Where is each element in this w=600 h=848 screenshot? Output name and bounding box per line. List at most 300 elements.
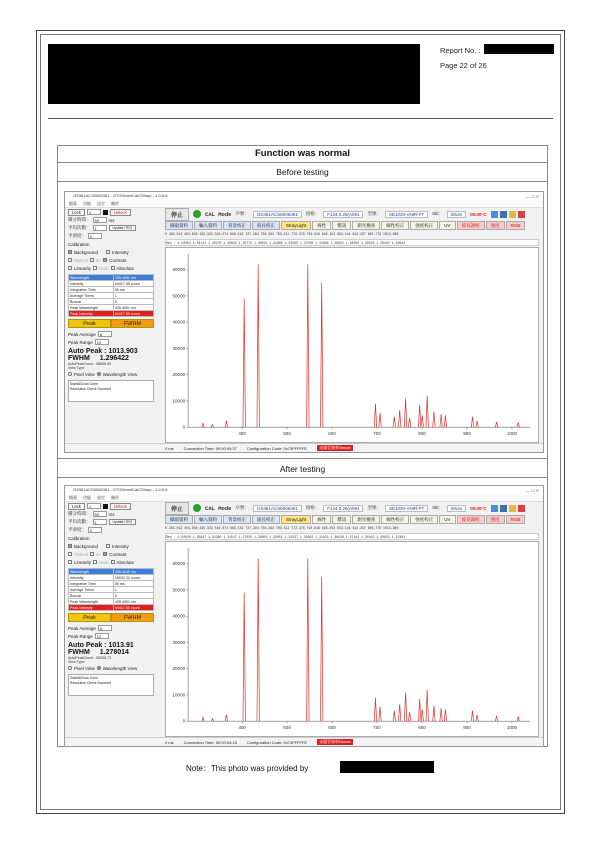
menu-settings[interactable]: 設定 [97,200,105,206]
status-led-icon [193,210,201,218]
tab-input[interactable]: 輸入資料 [194,221,222,230]
spectrum-peak [393,711,395,722]
table-value: 50 ms [113,581,153,587]
menu-settings[interactable]: 設定 [97,494,105,500]
linearity-check-label: Linearity [74,265,92,271]
tab-straylight[interactable]: StrayLight [281,221,311,230]
table-value: 435.4951 nm [113,275,153,281]
stop-button[interactable]: 停止 [165,502,189,515]
slit-field[interactable]: 50um [447,211,466,218]
peak-average-label: Peak Average [68,331,96,337]
fwhm-readout [68,649,160,656]
sn-label: 序號： [235,505,249,510]
spec-label: 規格： [305,505,320,510]
redacted-report-no [484,44,554,54]
status-led-icon [193,504,201,512]
lock-value[interactable]: 1 [87,503,101,509]
intensity-check-label: Intensity [112,249,129,255]
average-input[interactable]: 1 [93,225,107,231]
window-controls[interactable]: — ☐ ✕ [525,488,539,493]
tab-rgb[interactable]: RGB [506,515,526,524]
spectrum-peak [418,699,420,721]
tab-background[interactable]: 背景校正 [223,221,251,230]
spectrum-peak [243,299,245,428]
table-value: 1 [113,587,153,593]
temperature-readout: 00.00°C [470,211,487,217]
table-label: Intensity [69,281,114,287]
integration-unit: ms [108,511,115,517]
header-divider [48,118,553,119]
pixel-view-label: Pixel View [74,665,95,671]
spectrum-plot [165,541,539,737]
peak-range-input[interactable]: 12 [95,339,109,345]
spectrum-peak [393,417,395,428]
x-tick-label: 400 [238,431,246,437]
spectrum-peak [320,577,322,721]
cal-mode-label: CAL Mode [205,210,232,218]
model-label: 型號： [367,505,381,510]
lock-button[interactable]: Lock [68,503,85,510]
spectrum-peak [408,418,410,427]
auto-peak-count: AutoPeakCount : 58698.95 [68,362,112,366]
stop-button[interactable]: 停止 [165,208,189,221]
irr-check-label: Irr. [96,257,102,263]
wavelength-view-radio[interactable] [97,372,101,376]
before-testing-label: Before testing [57,163,548,182]
sn-label: 序號： [235,211,249,216]
spectrum-peak [426,396,428,428]
smooth-input[interactable]: 0 [88,233,102,239]
fwhm-label: FWHM [68,649,90,656]
status-bar [65,737,543,746]
link-icon[interactable] [491,505,498,512]
dark-check-label: Dark [99,265,109,271]
spectrum-peak [257,558,259,721]
y-tick-label: 10000 [172,692,186,698]
spectrum-peak [433,705,435,721]
background-check-label: Background [74,543,99,549]
peak-average-label: Peak Average [68,625,96,631]
spectrum-peak [421,709,423,721]
intensity-checkbox[interactable] [106,250,110,254]
table-label: Wavelength [69,569,114,575]
table-label: Intensity [69,575,114,581]
spectrum-peak [211,719,213,722]
average-input[interactable]: 1 [93,519,107,525]
table-value: 0 [113,299,153,305]
fwhm-value: 1.278014 [99,649,129,656]
spec-field[interactable]: F134.0.25(A091 [323,505,363,512]
link-icon[interactable] [491,211,498,218]
photo-note: Note：This photo was provided by [186,764,309,773]
irr-check-label: Irr. [96,551,102,557]
spectrum-chart [166,248,538,442]
integration-unit: ms [108,217,115,223]
x-tick-label: 600 [328,725,336,731]
tab-intensity-cal[interactable]: 強度校正 [410,221,438,230]
color-swatch [103,504,108,509]
y-tick-label: 50000 [172,293,186,299]
spectrum-chart [166,542,538,736]
y-tick-label: 60000 [172,561,186,567]
fwhm-readout [68,355,160,362]
tab-intensity[interactable]: 強度 [486,515,505,524]
y-tick-label: 20000 [172,372,186,378]
smooth-input[interactable]: 0 [88,527,102,533]
x-tick-label: 1000 [506,725,517,731]
auto-peak-label: Auto Peak : [68,642,107,649]
menu-function[interactable]: 功能 [83,200,91,206]
fwhm-button[interactable]: FWHM [111,613,154,622]
y-tick-label: 0 [182,718,186,724]
calibration-label: Calibration [68,535,90,541]
log-line: Resolution Check Succeed [70,681,111,685]
lock-button[interactable]: Lock [68,209,85,216]
folder-icon[interactable] [509,505,516,512]
tab-wavelength-cal[interactable]: 波長校正 [252,515,280,524]
spectrum-peak [225,421,227,428]
resolution-row: Res : 1.50030 1.35987 1.32380 1.31547 1.27020 1.30905 1.32051 1.32537 1.29382 1.31833 1.30428 1.27191 1.30463 1.28852 1.27801 [165,533,539,540]
spectrum-peak [320,283,322,427]
smooth-label: 平滑度： [68,233,86,238]
fwhm-button[interactable]: FWHM [111,319,154,328]
auto-peak-value: 1013.903 [108,348,138,355]
after-testing-label: After testing [57,458,548,478]
dark-checkbox[interactable] [93,266,97,270]
update-iteg-button[interactable]: Update ITEG [109,225,137,231]
update-iteg-button[interactable]: Update ITEG [109,519,137,525]
table-label: Boxcar [69,299,114,305]
tab-uv[interactable]: UV [439,221,455,230]
tab-uv[interactable]: UV [439,515,455,524]
color-swatch [103,210,108,215]
slit-field[interactable]: 50um [447,505,466,512]
x-tick-label: 500 [283,431,291,437]
menu-bar [65,200,543,208]
view-type-label: View Type [68,366,85,370]
x-tick-label: 800 [418,725,426,731]
table-value: 0 [113,593,153,599]
function-tabs [165,515,543,524]
exit-icon[interactable] [518,505,525,512]
pixel-view-radio[interactable] [68,372,72,376]
intensity-check-label: Intensity [112,543,129,549]
model-field[interactable]: SE1020-VNIR-FT [385,505,428,512]
integration-input[interactable]: 50 [93,511,107,517]
wavelength-view-label: Wavelength View [102,665,138,671]
tab-linear-cal[interactable]: 線性校正 [381,515,409,524]
absolute-radio[interactable] [111,266,115,270]
table-label: Peak Intensity [69,605,114,611]
integration-label: 積分時間： [68,511,91,516]
optical-check-label: Optical [74,551,89,557]
tab-light-check[interactable]: 測光檢查 [352,515,380,524]
tab-noise[interactable]: 雜訊 [332,515,351,524]
tab-linearity[interactable]: 線性 [312,515,331,524]
spec-label: 規格： [305,211,320,216]
y-tick-label: 40000 [172,613,186,619]
y-tick-label: 60000 [172,267,186,273]
spectrum-peak [426,690,428,722]
conn-time-value: 00:00:04:15 [215,739,237,745]
contrast-label: Contrast [109,551,127,557]
fwhm-value: 1.296422 [99,355,129,362]
contrast-label: Contrast [109,257,127,263]
table-label: Peak Wavelength [69,305,114,311]
optical-checkbox[interactable] [68,552,72,556]
tab-wavelength-adjust[interactable]: 波長調校 [457,515,485,524]
spectrum-peak [495,716,497,721]
peak-fwhm-buttons [68,319,154,328]
optical-checkbox[interactable] [68,258,72,262]
x-tick-label: 600 [328,431,336,437]
background-checkbox[interactable] [68,544,72,548]
page-number: Page 22 of 26 [440,61,487,70]
app-window-before [64,191,544,453]
auto-peak-count: AutoPeakCount : 55206.73 [68,656,112,660]
menu-function[interactable]: 功能 [83,494,91,500]
average-label: 平均次數： [68,519,91,524]
integration-label: 積分時間： [68,217,91,222]
report-no-label: Report No. : [440,46,481,55]
peak-range-label: Peak Range [68,633,93,639]
peak-button[interactable]: Peak [68,319,111,328]
x-tick-label: 900 [463,725,471,731]
table-label: Average Times [69,293,114,299]
tab-input[interactable]: 輸入資料 [194,515,222,524]
table-label: Integration Time [69,287,114,293]
tab-background[interactable]: 背景校正 [223,515,251,524]
spectrum-peak [471,417,473,428]
menu-file[interactable]: 檔案 [69,200,77,206]
integration-input[interactable]: 50 [93,217,107,223]
tools-icon[interactable] [500,505,507,512]
peak-average-input[interactable]: 6 [98,625,112,631]
spec-field[interactable]: F134.0.25(A091 [323,211,363,218]
spectrum-peak [374,404,376,428]
x-tick-label: 400 [238,725,246,731]
table-label: Peak Intensity [69,311,114,317]
y-tick-label: 40000 [172,319,186,325]
cal-mode-label: CAL Mode [205,504,232,512]
table-value: 1 [113,293,153,299]
spectrum-peak [202,423,204,427]
spectrum-peak [444,415,446,427]
spectrum-peak [433,411,435,427]
control-panel [68,208,160,443]
peak-fwhm-buttons [68,613,154,622]
lock-value[interactable]: 1 [87,209,101,215]
log-line: Resolution Check Succeed [70,387,111,391]
intensity-checkbox[interactable] [106,544,110,548]
wavelength-row: 0 303.013 404.656 435.833 546.074 696.543 727.294 738.393 763.511 772.376 794.818 826.452 852.144 912.297 965.778 1013.980 [165,526,399,530]
sn-field[interactable]: OS361ACS5006361 [253,211,302,218]
config-code: Configuration Code: 0x73FFFFFE [246,445,308,451]
table-label: Wavelength [69,275,114,281]
window-titlebar [65,486,543,494]
y-tick-label: 30000 [172,639,186,645]
y-tick-label: 0 [182,424,186,430]
table-label: Average Times [69,587,114,593]
log-box [68,674,154,696]
tab-noise[interactable]: 雜訊 [332,221,351,230]
spectrum-peak [495,422,497,427]
spectrum-peak [440,414,442,427]
tab-wavelength-adjust[interactable]: 波長調校 [457,221,485,230]
table-value: 64417.55 count [113,311,153,317]
exit-icon[interactable] [518,211,525,218]
spectrum-peak [307,264,309,427]
table-value: 435.4951 nm [113,599,153,605]
y-tick-label: 20000 [172,666,186,672]
connection-time: Concection Time: 00:00:04:37 [183,445,237,451]
dark-checkbox[interactable] [93,560,97,564]
linearity-check-label: Linearity [74,559,92,565]
linearity-checkbox[interactable] [68,266,72,270]
menu-about[interactable]: 關於 [111,494,119,500]
resolution-row: Res : 1.50354 1.34112 1.30270 1.32842 1.25779 1.30815 1.31869 1.32590 1.27506 1.31669 1.29852 1.28259 1.29240 1.28287 1.29642 [165,239,539,246]
unlock-button[interactable]: Unlock [110,503,131,510]
table-label: Peak Wavelength [69,599,114,605]
log-line: StartAllChan Done [70,382,99,386]
tab-linear-cal[interactable]: 線性校正 [381,221,409,230]
background-check-label: Background [74,249,99,255]
x-tick-label: 700 [373,725,381,731]
y-tick-label: 30000 [172,345,186,351]
spectrum-plot [165,247,539,443]
window-title: OS361ACS5006361 - OTOSmartCalCSharp - 1.0.5.6 [73,193,168,198]
peak-range-label: Peak Range [68,339,93,345]
table-value: 64417.55 count [113,605,153,611]
auto-peak-readout [68,348,160,355]
tab-intensity-cal[interactable]: 強度校正 [410,515,438,524]
slit-label: Slit： [432,211,444,216]
table-value: 50 ms [113,287,153,293]
absolute-radio[interactable] [111,560,115,564]
tab-linearity[interactable]: 線性 [312,221,331,230]
y-tick-label: 10000 [172,398,186,404]
spectrum-peak [225,715,227,722]
folder-icon[interactable] [509,211,516,218]
model-field[interactable]: SE1020-VNIR-FT [385,211,428,218]
tab-capture[interactable]: 擷取資料 [165,221,193,230]
calibration-label: Calibration [68,241,90,247]
x-tick-label: 700 [373,431,381,437]
x-tick-label: 1000 [506,431,517,437]
pixel-view-label: Pixel View [74,371,95,377]
smooth-label: 平滑度： [68,527,86,532]
spectrum-peak [379,413,381,427]
measurement-table [68,568,154,611]
spectrum-peak [471,711,473,722]
y-tick-label: 50000 [172,587,186,593]
x-tick-label: 500 [283,725,291,731]
log-box [68,380,154,402]
save-status: 未儲存資料Server [319,739,351,744]
absolute-label: Absolute [116,559,135,565]
status-ms: 0 ms [165,739,174,745]
auto-peak-label: Auto Peak : [68,348,107,355]
app-window-after [64,485,544,747]
menu-about[interactable]: 關於 [111,200,119,206]
spectrum-peak [444,709,446,721]
spectrum-peak [398,410,400,427]
background-checkbox[interactable] [68,250,72,254]
spectrum-peak [211,425,213,428]
redacted-logo [48,44,420,104]
optical-check-label: Optical [74,257,89,263]
spectrum-peak [398,704,400,721]
temperature-readout: 00.00°C [470,505,487,511]
table-value: 18032.32 count [113,575,153,581]
dark-check-label: Dark [99,559,109,565]
section-title: Function was normal [57,145,548,163]
wavelength-view-radio[interactable] [97,666,101,670]
absolute-label: Absolute [116,265,135,271]
contrast-radio[interactable] [103,552,107,556]
peak-average-input[interactable]: 6 [98,331,112,337]
save-status: 未儲存資料Server [319,445,351,450]
window-titlebar [65,192,543,200]
auto-peak-value: 1013.91 [108,642,134,649]
tab-intensity[interactable]: 強度 [486,221,505,230]
pixel-view-radio[interactable] [68,666,72,670]
menu-file[interactable]: 檔案 [69,494,77,500]
toolbar [165,208,543,220]
tab-light-check[interactable]: 測光檢查 [352,221,380,230]
slit-label: Slit： [432,505,444,510]
linearity-checkbox[interactable] [68,560,72,564]
conn-time-value: 00:00:04:37 [215,445,237,451]
spectrum-peak [440,708,442,721]
x-tick-label: 900 [463,431,471,437]
tab-straylight[interactable]: StrayLight [281,515,311,524]
redacted-provider [340,761,434,773]
table-label: Integration Time [69,581,114,587]
log-line: StartAllChan Done [70,676,99,680]
window-controls[interactable]: — ☐ ✕ [525,194,539,199]
auto-peak-readout [68,642,160,649]
tab-rgb[interactable]: RGB [506,221,526,230]
spectrum-peak [408,712,410,721]
sn-field[interactable]: OS361ACS5006361 [253,505,302,512]
x-tick-label: 800 [418,431,426,437]
irr-checkbox[interactable] [90,258,94,262]
table-label: Boxcar [69,593,114,599]
spectrum-peak [517,423,519,428]
contrast-radio[interactable] [103,258,107,262]
fwhm-label: FWHM [68,355,90,362]
spectrum-peak [476,715,478,722]
spectrum-peak [202,717,204,721]
tab-capture[interactable]: 擷取資料 [165,515,193,524]
spectrum-peak [517,717,519,722]
config-code: Configuration Code: 0x73FFFFFE [246,739,308,745]
tab-wavelength-cal[interactable]: 波長校正 [252,221,280,230]
peak-range-input[interactable]: 12 [95,633,109,639]
function-tabs [165,221,543,230]
spectrum-peak [476,421,478,428]
irr-checkbox[interactable] [90,552,94,556]
unlock-button[interactable]: Unlock [110,209,131,216]
table-value: 436.4045 nm [113,569,153,575]
window-title: OS361ACS5006361 - OTOSmartCalCSharp - 1.0.5.6 [73,487,168,492]
tools-icon[interactable] [500,211,507,218]
view-type-label: View Type [68,660,85,664]
peak-button[interactable]: Peak [68,613,111,622]
measurement-table [68,274,154,317]
table-value: 64417.55 count [113,281,153,287]
